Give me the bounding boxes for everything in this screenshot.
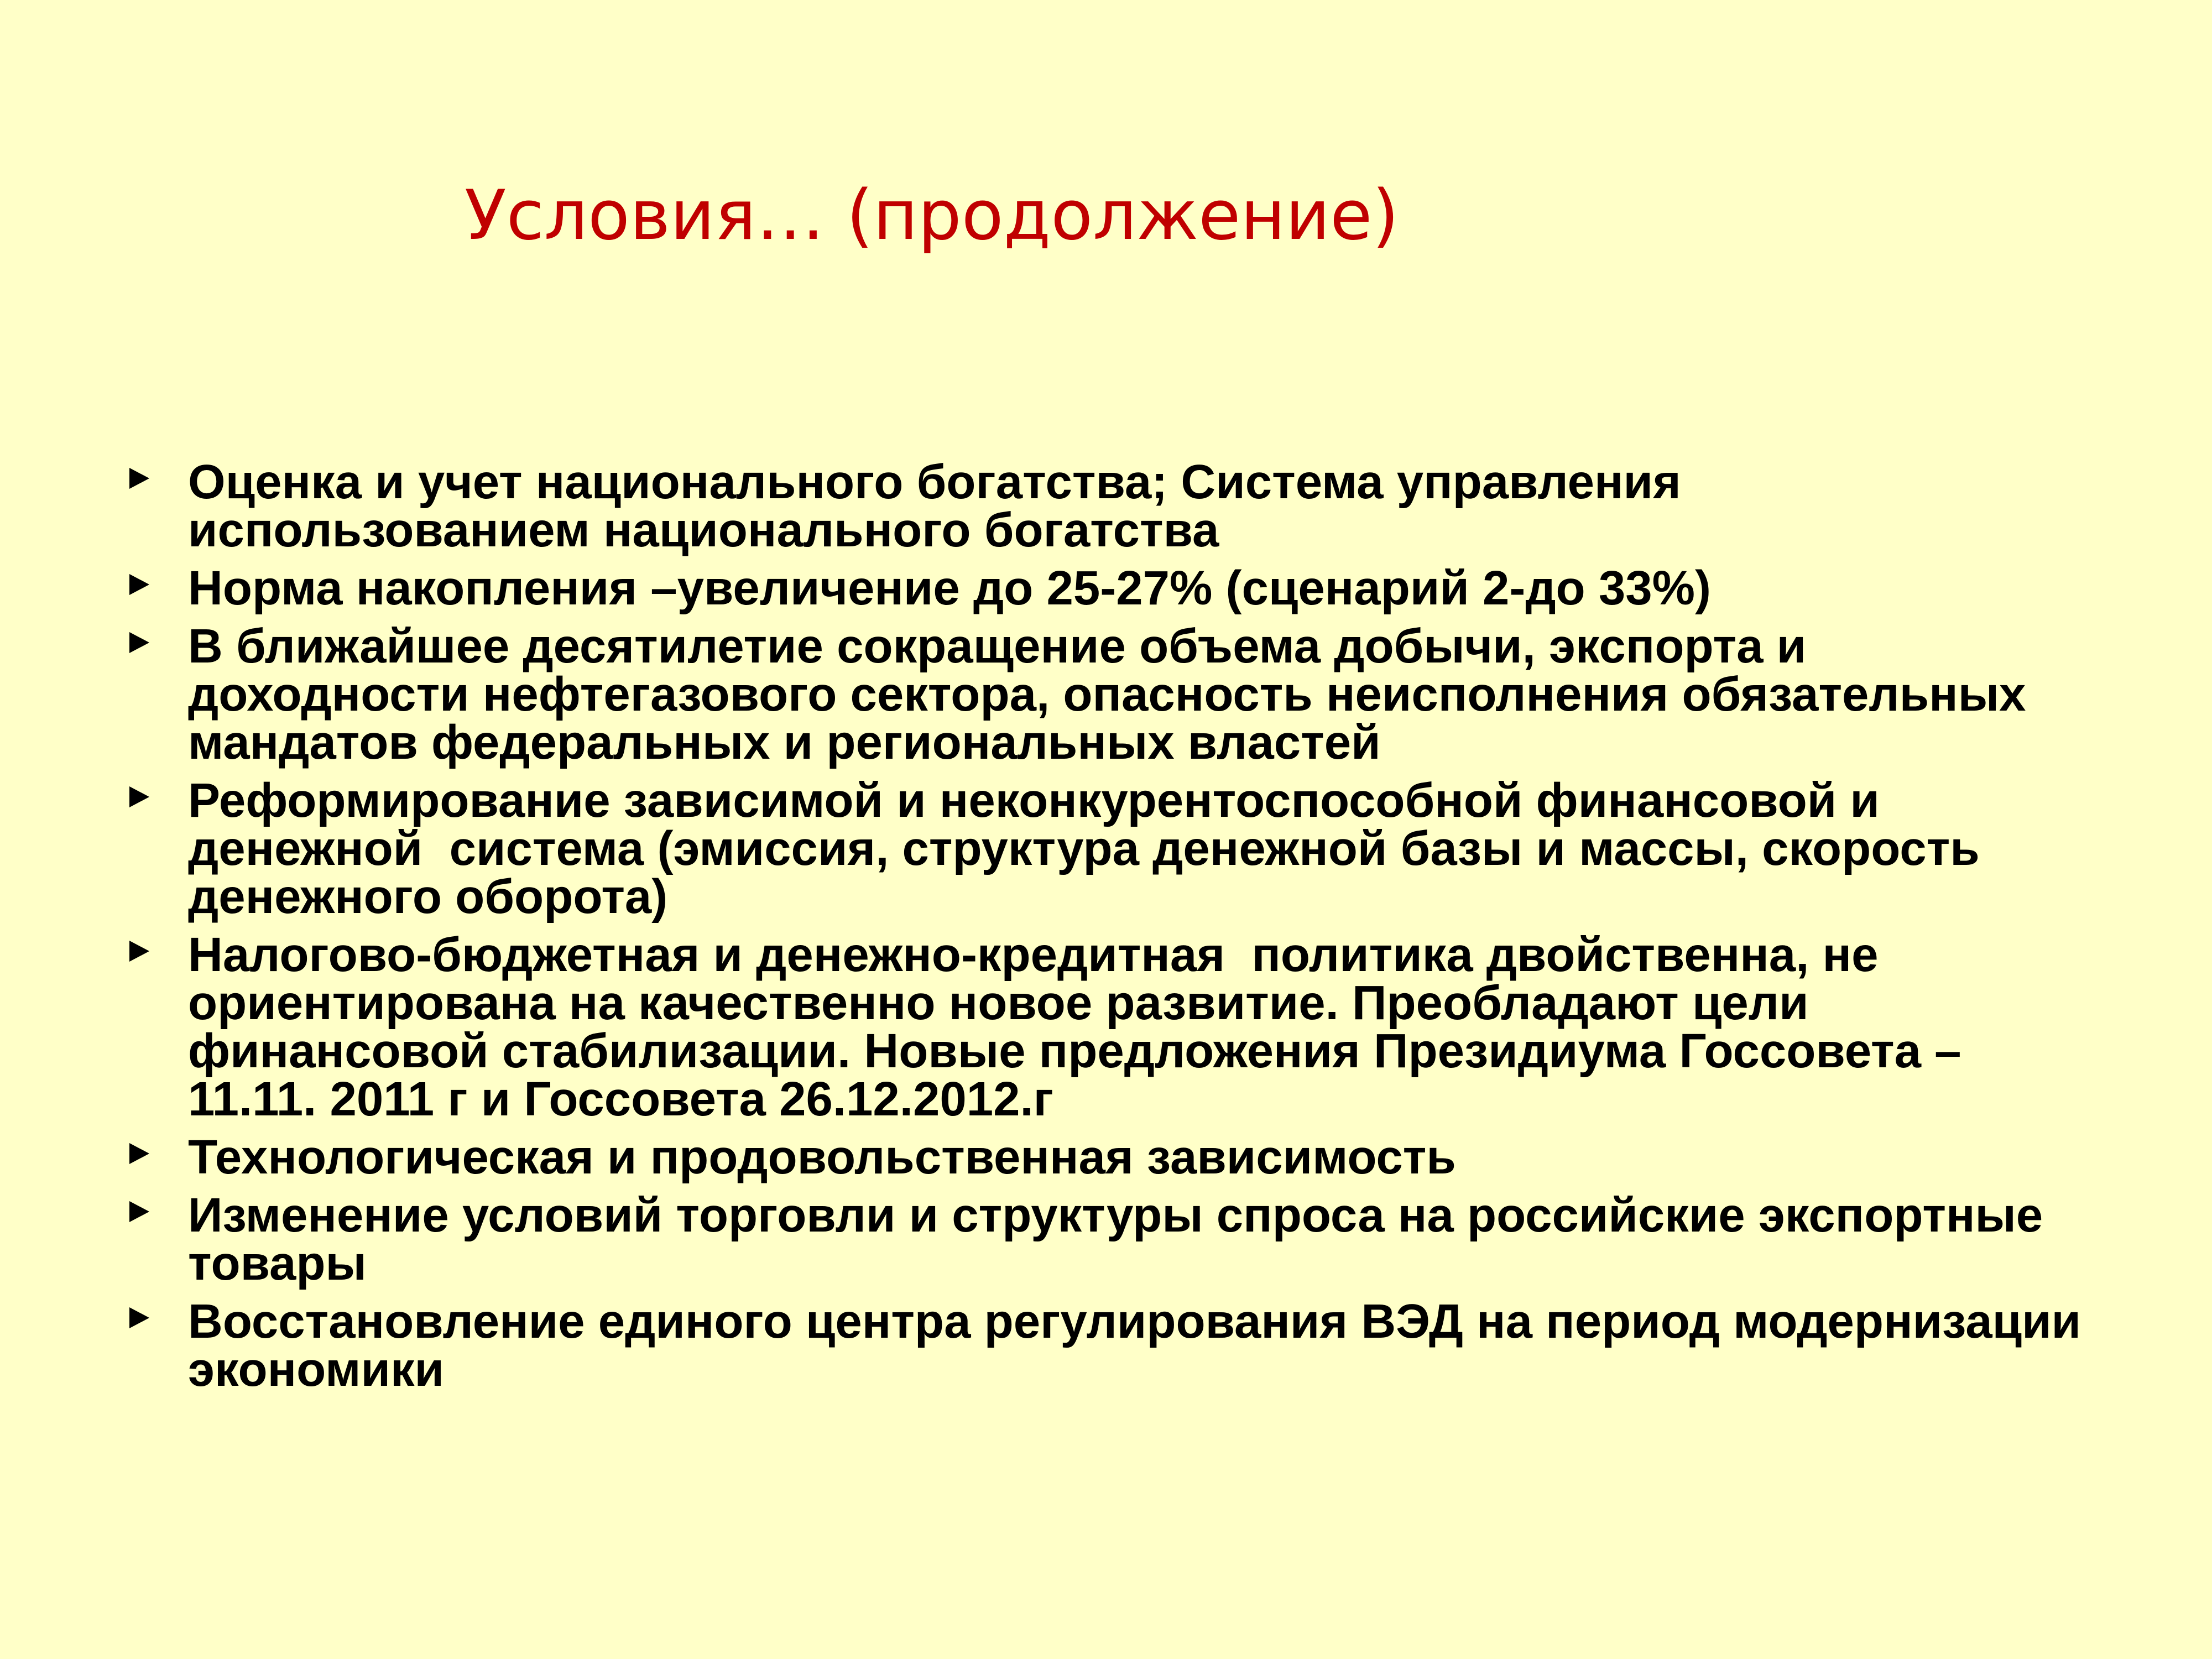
triangle-right-icon (129, 632, 149, 653)
bullet-item (127, 1297, 2190, 1394)
bullet-text: Технологическая и продовольственная зависимость (188, 1130, 1456, 1184)
slide-title: Условия… (продолжение) (465, 176, 1399, 255)
bullet-text: В ближайшее десятилетие сокращение объема добычи, экспорта и доходности нефтегазового сектора, опасность неисполнения обязательных мандатов федеральных и региональных властей (188, 619, 2026, 769)
triangle-right-icon (129, 941, 149, 962)
bullet-text: Норма накопления –увеличение до 25-27% (сценарий 2-до 33%) (188, 561, 1711, 615)
bullet-item (127, 1130, 2190, 1184)
bullet-list (127, 455, 2190, 1404)
bullet-item (127, 455, 2190, 557)
bullet-item (127, 561, 2190, 615)
bullet-text: Оценка и учет национального богатства; Система управления использованием национального богатства (188, 455, 1681, 557)
bullet-text: Реформирование зависимой и неконкурентоспособной финансовой и денежной система (эмиссия, структура денежной базы и массы, скорость денежного оборота) (188, 774, 1980, 924)
bullet-text: Налогово-бюджетная и денежно-кредитная политика двойственна, не ориентирована на качественно новое развитие. Преобладают цели финансовой стабилизации. Новые предложения Президиума Госсовета – 11.11. 2011 г и Госсовета 26.12.2012.г (188, 928, 1961, 1126)
triangle-right-icon (129, 574, 149, 595)
bullet-item (127, 928, 2190, 1126)
triangle-right-icon (129, 1307, 149, 1328)
triangle-right-icon (129, 786, 149, 807)
triangle-right-icon (129, 468, 149, 489)
bullet-text: Восстановление единого центра регулирования ВЭД на период модернизации экономики (188, 1295, 2081, 1396)
bullet-item (127, 774, 2190, 924)
bullet-item (127, 1188, 2190, 1290)
bullet-item (127, 619, 2190, 769)
triangle-right-icon (129, 1143, 149, 1164)
bullet-text: Изменение условий торговли и структуры спроса на российские экспортные товары (188, 1188, 2043, 1290)
triangle-right-icon (129, 1201, 149, 1222)
